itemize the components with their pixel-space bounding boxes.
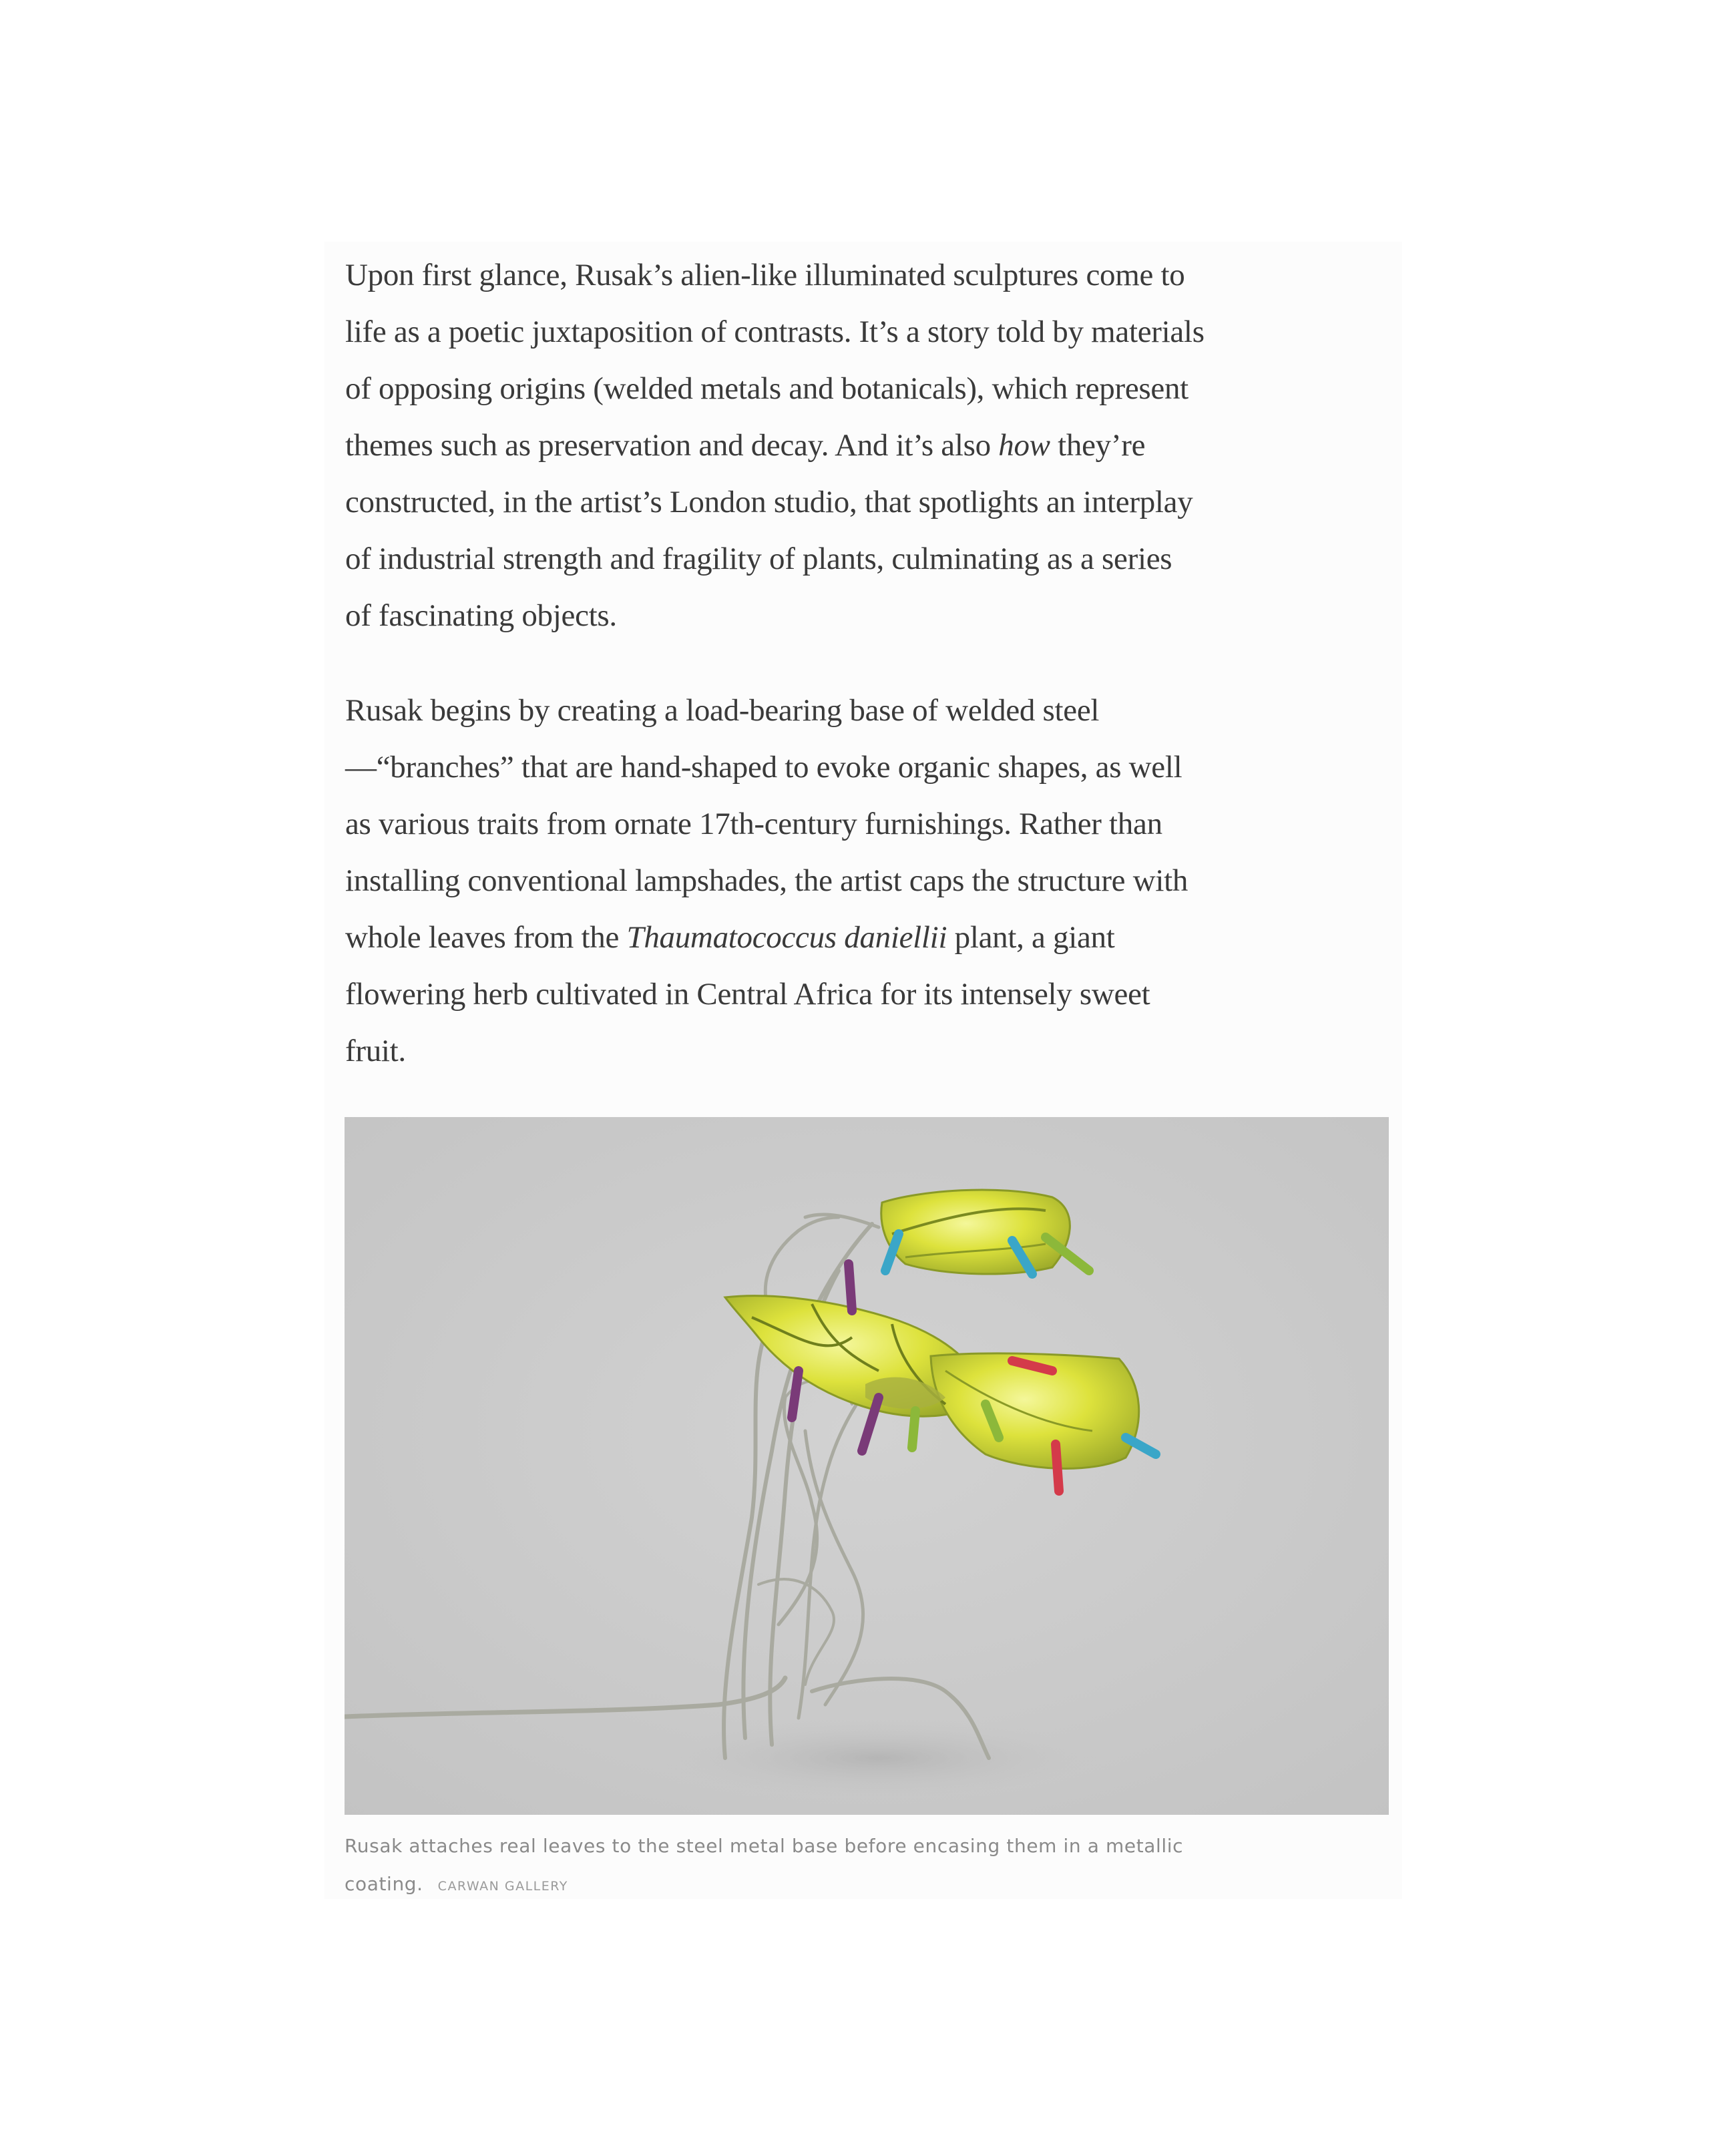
caption-text-continued [345,1865,1373,1906]
paragraph-line [345,417,1387,474]
paragraph-line: flowering herb cultivated in Central Africa for its intensely sweet [345,977,1150,1012]
paragraph-line: Upon first glance, Rusak’s alien-like illuminated sculptures come to [345,258,1185,292]
upper-leaf-shade [881,1190,1089,1274]
paragraph-line: installing conventional lampshades, the artist caps the structure with [345,863,1188,898]
paragraph-line: Rusak begins by creating a load-bearing base of welded steel [345,693,1100,728]
paragraph-line: of fascinating objects. [345,598,617,633]
clip-green [912,1411,915,1448]
paragraph-line [345,909,1387,966]
clip-purple [792,1371,799,1418]
line-text: they’re [1050,428,1146,463]
clip-red [1056,1444,1059,1491]
line-text: whole leaves from the [345,920,627,955]
paragraph-line: of industrial strength and fragility of plants, culminating as a series [345,542,1172,576]
caption-text-end: coating. [345,1873,423,1895]
paragraph-line: constructed, in the artist’s London studio, that spotlights an interplay [345,485,1193,519]
paragraph-line: as various traits from ornate 17th-century furnishings. Rather than [345,807,1162,841]
paragraph-line: life as a poetic juxtaposition of contrasts. It’s a story told by materials [345,314,1205,349]
article-paragraph-2 [345,682,1387,1080]
clip-purple [849,1264,852,1311]
line-text: plant, a giant [947,920,1115,955]
article-paragraph-1 [345,247,1387,644]
figure-caption [345,1827,1373,1906]
sculpture-photo [345,1117,1389,1815]
species-name: Thaumatococcus daniellii [626,920,947,955]
line-text: themes such as preservation and decay. And it’s also [345,428,999,463]
sculpture-illustration [345,1117,1389,1815]
photo-credit: CARWAN GALLERY [437,1879,568,1894]
caption-text: Rusak attaches real leaves to the steel metal base before encasing them in a metallic [345,1835,1184,1857]
paragraph-line: —“branches” that are hand-shaped to evoke organic shapes, as well [345,750,1182,785]
paragraph-line: fruit. [345,1034,406,1068]
paragraph-line: of opposing origins (welded metals and botanicals), which represent [345,371,1188,406]
emphasis-how: how [998,428,1050,463]
